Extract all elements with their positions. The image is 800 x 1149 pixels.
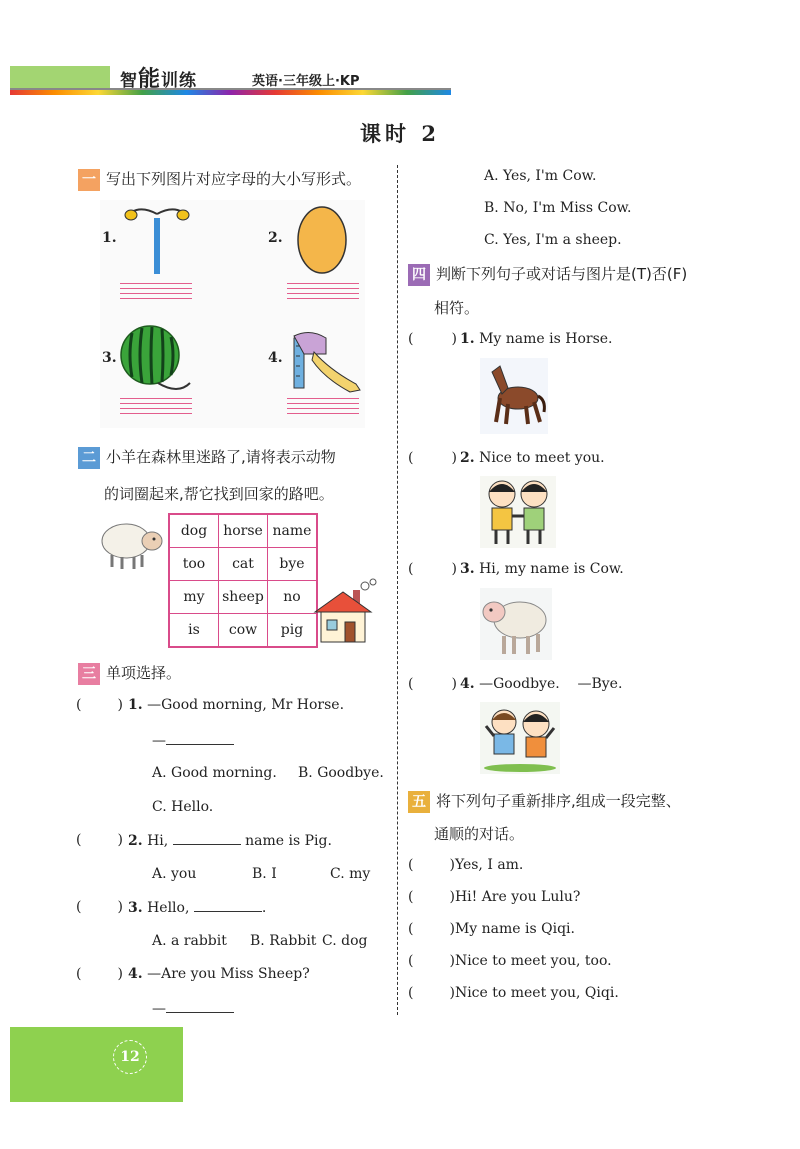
watermelon-icon xyxy=(118,325,198,395)
writing-lines[interactable] xyxy=(120,283,192,299)
word-grid xyxy=(168,513,318,648)
sheep-icon xyxy=(98,515,168,571)
section-2-badge: 二 xyxy=(78,447,100,469)
q1-answer-line: — xyxy=(152,730,234,751)
s5-item: ( )Hi! Are you Lulu? xyxy=(408,889,581,905)
q4-option-a[interactable]: A. Yes, I'm Cow. xyxy=(484,168,597,184)
grid-cell[interactable]: name xyxy=(268,514,318,548)
s5-bracket[interactable]: ( ) xyxy=(408,985,455,1001)
q1-option-a[interactable]: A. Good morning. xyxy=(152,765,277,781)
item-number: 3. xyxy=(102,350,117,366)
page-number: 12 xyxy=(113,1040,147,1074)
q2-option-a[interactable]: A. you xyxy=(152,866,197,882)
footer-block xyxy=(10,1027,183,1102)
q2-option-c[interactable]: C. my xyxy=(330,866,371,882)
grid-cell[interactable]: pig xyxy=(268,614,318,648)
q3-question: 3. Hello, . xyxy=(128,897,266,918)
header-accent-bar xyxy=(10,66,110,88)
s5-item: ( )Nice to meet you, too. xyxy=(408,953,612,969)
section-5-heading: 五 将下列句子重新排序,组成一段完整、 xyxy=(408,785,681,817)
section-4-heading-line2: 相符。 xyxy=(434,299,480,317)
q3-answer-bracket[interactable]: ( ) xyxy=(76,899,123,915)
grid-cell[interactable]: too xyxy=(169,548,219,581)
egg-icon xyxy=(292,200,352,276)
children-waving-picture xyxy=(480,702,560,774)
item-number: 2. xyxy=(268,230,283,246)
s4-item1-bracket[interactable]: ( ) xyxy=(408,331,457,347)
grid-cell[interactable]: no xyxy=(268,581,318,614)
q4-option-c[interactable]: C. Yes, I'm a sheep. xyxy=(484,232,622,248)
section-2-heading: 二 小羊在森林里迷路了,请将表示动物 xyxy=(78,441,336,473)
grid-cell[interactable]: bye xyxy=(268,548,318,581)
grid-cell[interactable]: my xyxy=(169,581,219,614)
section-1-badge: 一 xyxy=(78,169,100,191)
column-divider xyxy=(397,165,398,1015)
s4-item2-text: 2. Nice to meet you. xyxy=(460,450,605,466)
s5-bracket[interactable]: ( ) xyxy=(408,857,455,873)
q4-option-b[interactable]: B. No, I'm Miss Cow. xyxy=(484,200,632,216)
slide-icon xyxy=(290,330,365,395)
s4-item1-text: 1. My name is Horse. xyxy=(460,331,613,347)
s5-bracket[interactable]: ( ) xyxy=(408,921,455,937)
q4-question: 4. —Are you Miss Sheep? xyxy=(128,966,310,982)
sheep-picture xyxy=(480,588,552,660)
lamp-post-icon xyxy=(122,200,192,280)
brand-title: 智能训练 xyxy=(120,67,198,92)
q3-option-b[interactable]: B. Rabbit xyxy=(250,933,317,949)
s4-item4-text: 4. —Goodbye. —Bye. xyxy=(460,676,623,692)
grid-cell[interactable]: dog xyxy=(169,514,219,548)
subject-label: 英语·三年级上·KP xyxy=(252,74,360,89)
grid-cell[interactable]: sheep xyxy=(219,581,268,614)
q1-option-c[interactable]: C. Hello. xyxy=(152,799,214,815)
lesson-title: 课时 2 xyxy=(360,121,440,146)
grid-cell[interactable]: is xyxy=(169,614,219,648)
s5-item: ( )My name is Qiqi. xyxy=(408,921,575,937)
section-5-badge: 五 xyxy=(408,791,430,813)
section-4-heading: 四 判断下列句子或对话与图片是(T)否(F) xyxy=(408,258,687,290)
writing-lines[interactable] xyxy=(287,398,359,414)
writing-lines[interactable] xyxy=(120,398,192,414)
q4-answer-bracket[interactable]: ( ) xyxy=(76,966,123,982)
q1-option-b[interactable]: B. Goodbye. xyxy=(298,765,384,781)
grid-cell[interactable]: cat xyxy=(219,548,268,581)
s5-bracket[interactable]: ( ) xyxy=(408,889,455,905)
section-3-badge: 三 xyxy=(78,663,100,685)
grid-cell[interactable]: horse xyxy=(219,514,268,548)
house-icon xyxy=(313,578,383,646)
q3-option-c[interactable]: C. dog xyxy=(322,933,368,949)
s4-item3-bracket[interactable]: ( ) xyxy=(408,561,457,577)
section-1-heading: 一 写出下列图片对应字母的大小写形式。 xyxy=(78,163,361,195)
section-4-badge: 四 xyxy=(408,264,430,286)
q2-question: 2. Hi, name is Pig. xyxy=(128,830,332,851)
s5-item: ( )Nice to meet you, Qiqi. xyxy=(408,985,619,1001)
q1-answer-bracket[interactable]: ( ) xyxy=(76,697,123,713)
s5-item: ( )Yes, I am. xyxy=(408,857,524,873)
s4-item4-bracket[interactable]: ( ) xyxy=(408,676,457,692)
s4-item2-bracket[interactable]: ( ) xyxy=(408,450,457,466)
item-number: 1. xyxy=(102,230,117,246)
children-shaking-hands-picture xyxy=(480,476,556,548)
q3-option-a[interactable]: A. a rabbit xyxy=(152,933,227,949)
s4-item3-text: 3. Hi, my name is Cow. xyxy=(460,561,624,577)
writing-lines[interactable] xyxy=(287,283,359,299)
item-number: 4. xyxy=(268,350,283,366)
q2-option-b[interactable]: B. I xyxy=(252,866,277,882)
header-rainbow-bar xyxy=(10,90,451,95)
q1-question: 1. —Good morning, Mr Horse. xyxy=(128,697,345,713)
q4-answer-line: — xyxy=(152,998,234,1019)
s5-bracket[interactable]: ( ) xyxy=(408,953,455,969)
section-2-heading-line2: 的词圈起来,帮它找到回家的路吧。 xyxy=(104,485,334,503)
horse-picture xyxy=(480,358,548,434)
section-3-heading: 三 单项选择。 xyxy=(78,657,181,689)
q2-answer-bracket[interactable]: ( ) xyxy=(76,832,123,848)
section-5-heading-line2: 通顺的对话。 xyxy=(434,825,525,843)
grid-cell[interactable]: cow xyxy=(219,614,268,648)
